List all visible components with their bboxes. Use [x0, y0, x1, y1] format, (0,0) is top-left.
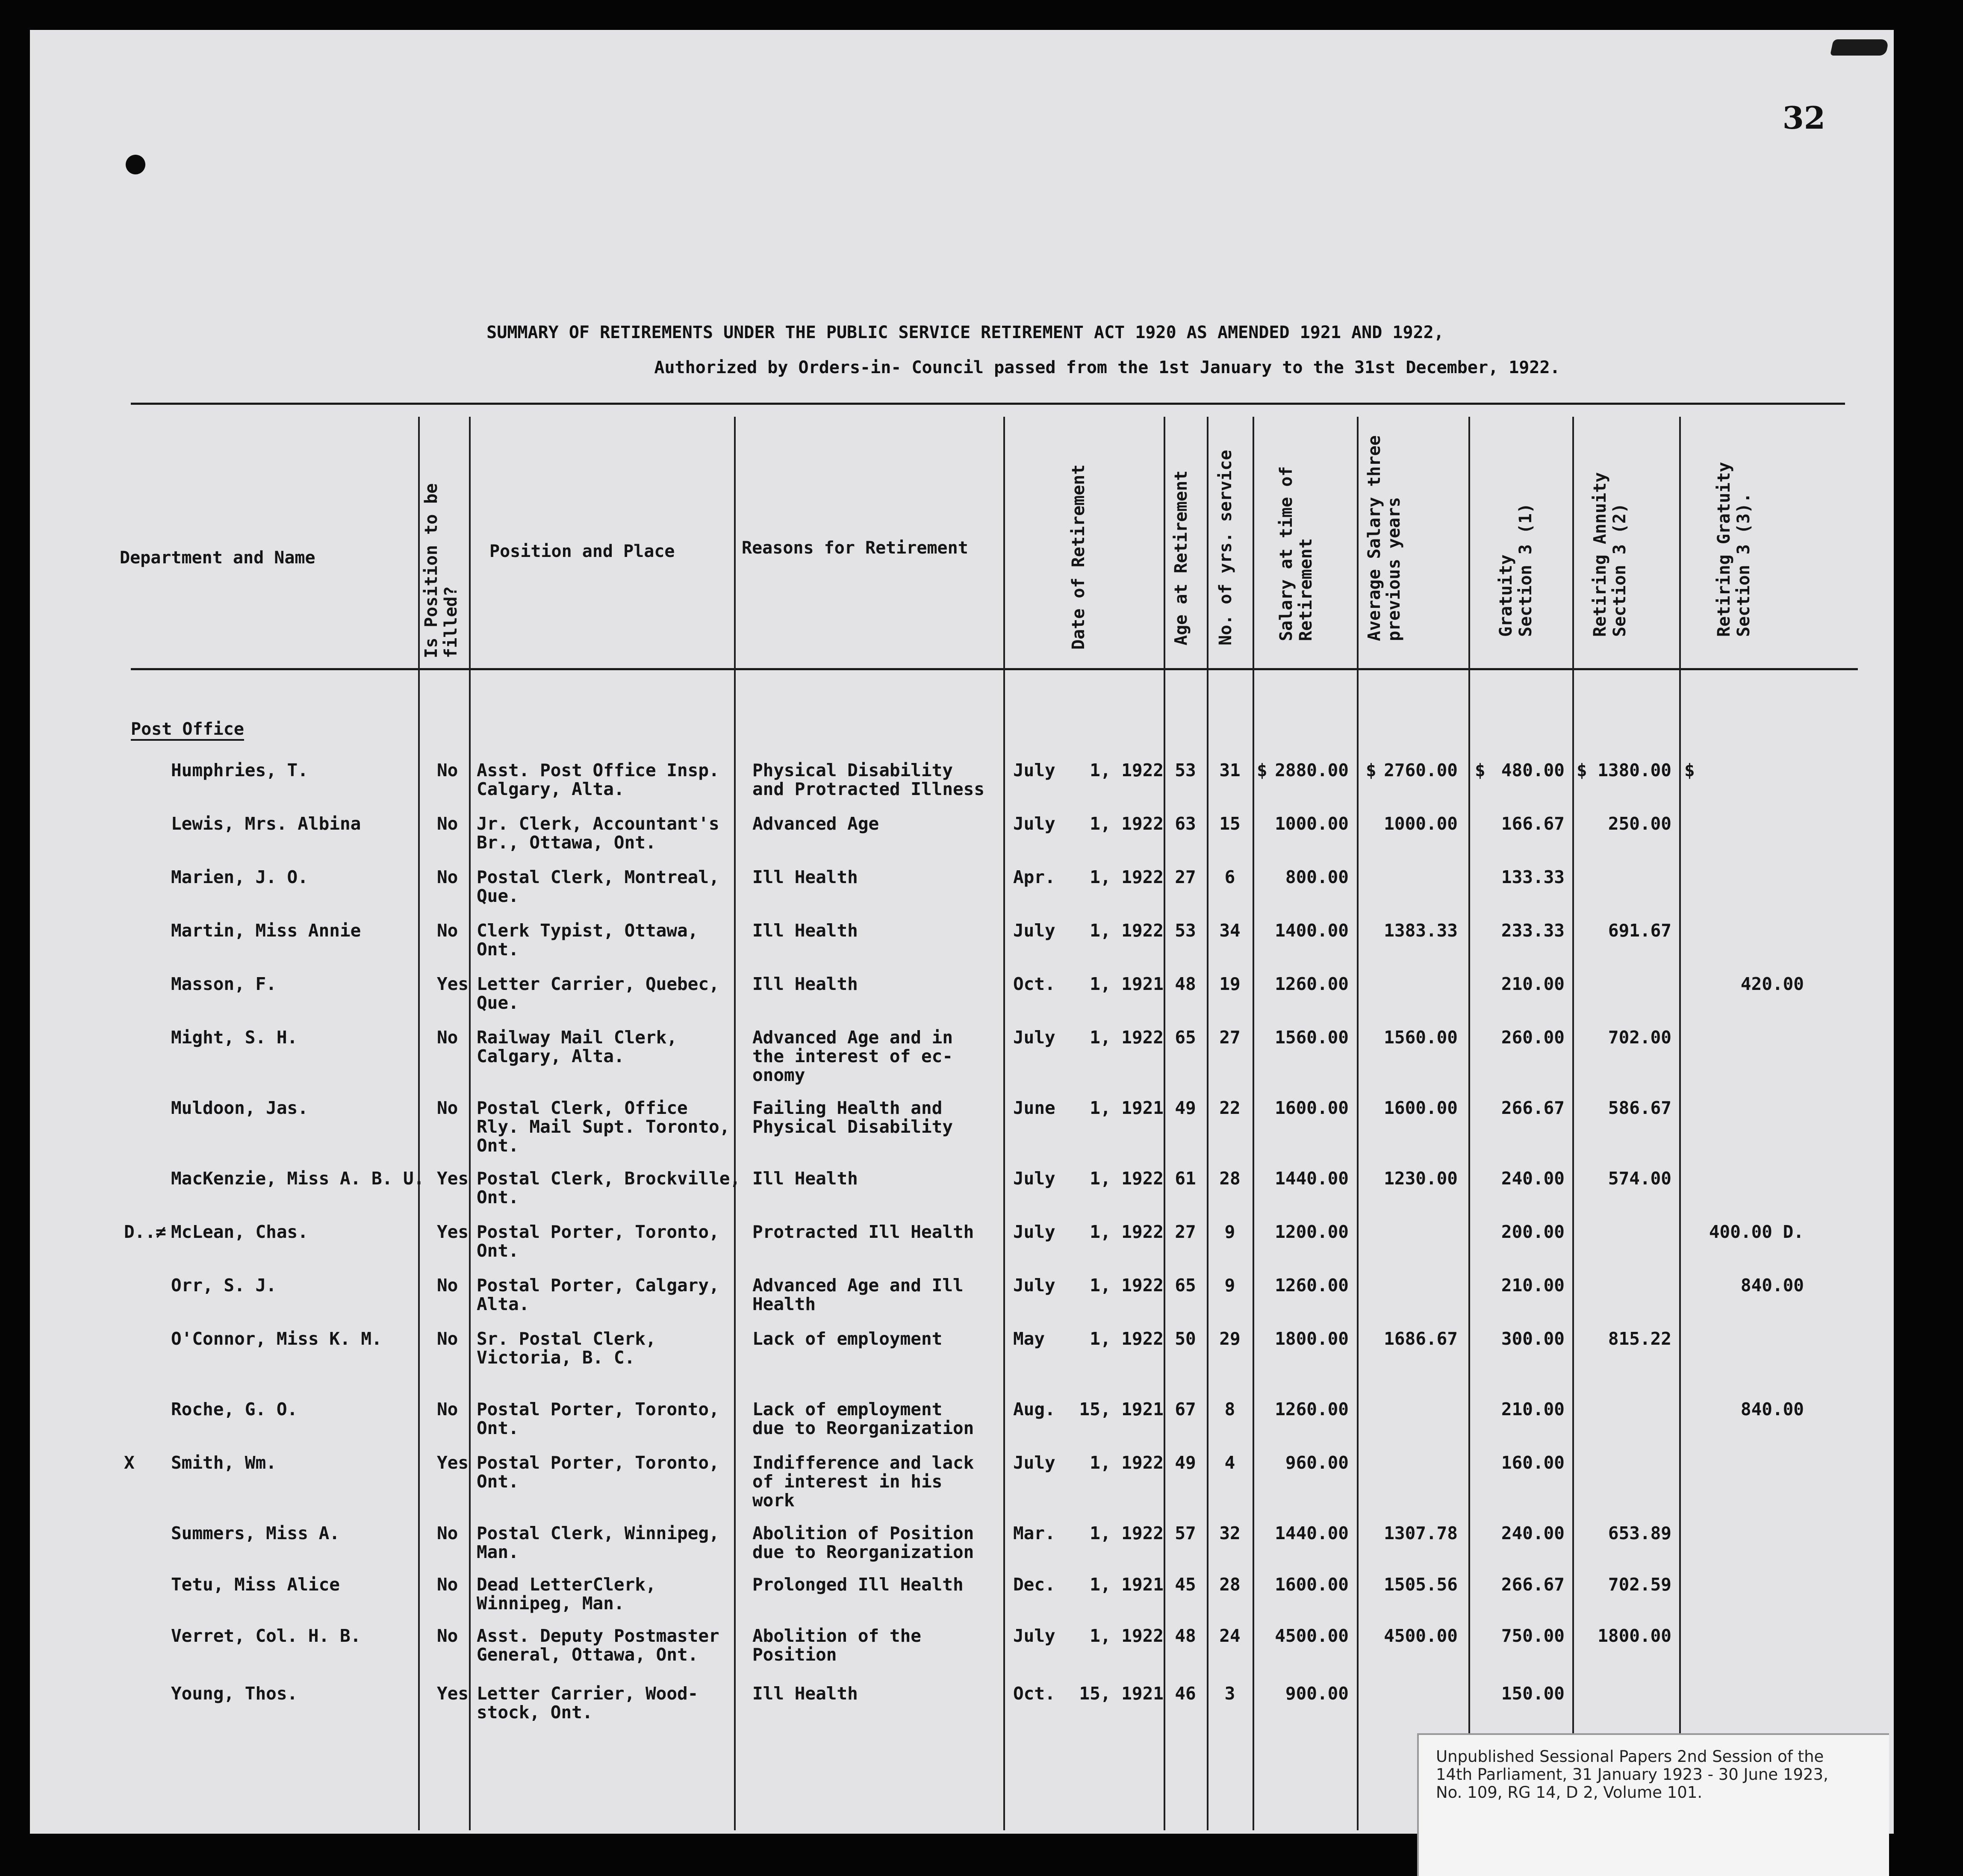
corner-stamp-mark	[1830, 39, 1889, 56]
row-average-salary: 1560.00	[1384, 1027, 1458, 1048]
row-age: 57	[1175, 1523, 1196, 1543]
row-date-day: 1, 1922	[1090, 1626, 1164, 1646]
row-prefix-mark: D..≠	[124, 1222, 166, 1242]
header-reasons: Reasons for Retirement	[742, 538, 968, 558]
row-date-month: Oct.	[1013, 1683, 1055, 1704]
row-gratuity: 266.67	[1501, 1098, 1565, 1118]
row-date-month: July	[1013, 1168, 1055, 1189]
row-reason: Failing Health and Physical Disability	[752, 1098, 953, 1137]
row-years-service: 28	[1219, 1168, 1241, 1189]
header-average-salary: Average Salary three previous years	[1365, 435, 1404, 641]
row-years-service: 24	[1219, 1626, 1241, 1646]
page-number: 32	[1782, 100, 1825, 136]
col-divider-1	[418, 417, 420, 1830]
row-position-place: Postal Porter, Toronto, Ont.	[477, 1222, 719, 1261]
row-gratuity: 266.67	[1501, 1574, 1565, 1595]
row-position-filled: No	[437, 1328, 458, 1349]
row-gratuity: 240.00	[1501, 1168, 1565, 1189]
header-salary-retirement: Salary at time of Retirement	[1276, 466, 1316, 641]
row-age: 63	[1175, 813, 1196, 834]
row-retiring-gratuity: 840.00	[1740, 1275, 1804, 1296]
header-years-service: No. of yrs. service	[1216, 450, 1235, 645]
row-position-place: Sr. Postal Clerk, Victoria, B. C.	[477, 1328, 656, 1368]
row-position-place: Asst. Deputy Postmaster General, Ottawa, Ont.	[477, 1626, 719, 1665]
row-years-service: 32	[1219, 1523, 1241, 1543]
row-years-service: 8	[1224, 1399, 1235, 1420]
row-reason: Advanced Age and in the interest of ec- onomy	[752, 1027, 953, 1085]
row-average-salary: 1000.00	[1384, 813, 1458, 834]
row-position-place: Postal Porter, Calgary, Alta.	[477, 1275, 719, 1314]
header-gratuity: Gratuity Section 3 (1)	[1496, 503, 1536, 637]
row-reason: Ill Health	[752, 1683, 858, 1704]
row-position-place: Letter Carrier, Wood- stock, Ont.	[477, 1683, 699, 1723]
col-divider-9	[1468, 417, 1470, 1830]
row-date-day: 1, 1922	[1090, 1168, 1164, 1189]
col-divider-3	[734, 417, 736, 1830]
row-reason: Protracted Ill Health	[752, 1222, 974, 1242]
row-reason: Ill Health	[752, 867, 858, 887]
row-reason: Ill Health	[752, 974, 858, 994]
row-average-salary: 1600.00	[1384, 1098, 1458, 1118]
row-salary: 4500.00	[1275, 1626, 1349, 1646]
row-gratuity: 260.00	[1501, 1027, 1565, 1048]
row-gratuity: 166.67	[1501, 813, 1565, 834]
row-gratuity: 233.33	[1501, 920, 1565, 941]
row-position-filled: Yes	[437, 1168, 469, 1189]
row-years-service: 29	[1219, 1328, 1241, 1349]
source-note-line: Unpublished Sessional Papers 2nd Session of the	[1436, 1747, 1824, 1766]
header-position-place: Position and Place	[489, 542, 675, 561]
row-retiring-annuity: 574.00	[1608, 1168, 1671, 1189]
row-position-filled: No	[437, 1275, 458, 1296]
row-date-month: Mar.	[1013, 1523, 1055, 1543]
col-divider-10	[1572, 417, 1574, 1830]
row-retiring-annuity: 702.59	[1608, 1574, 1671, 1595]
row-date-day: 1, 1922	[1090, 1523, 1164, 1543]
row-position-filled: No	[437, 1399, 458, 1420]
row-retiring-gratuity: 840.00	[1740, 1399, 1804, 1420]
row-date-month: Oct.	[1013, 974, 1055, 994]
row-years-service: 9	[1224, 1222, 1235, 1242]
row-date-month: July	[1013, 920, 1055, 941]
row-date-month: July	[1013, 1626, 1055, 1646]
row-date-day: 1, 1922	[1090, 1328, 1164, 1349]
row-prefix-mark: X	[124, 1452, 135, 1473]
row-average-salary: 1505.56	[1384, 1574, 1458, 1595]
col-divider-11	[1679, 417, 1681, 1830]
row-retiring-annuity: 250.00	[1608, 813, 1671, 834]
col-divider-4	[1003, 417, 1005, 1830]
row-gratuity: 750.00	[1501, 1626, 1565, 1646]
currency-symbol-gratuity: $	[1475, 760, 1486, 780]
row-date-day: 1, 1922	[1090, 760, 1164, 780]
row-position-place: Postal Porter, Toronto, Ont.	[477, 1399, 719, 1438]
row-age: 65	[1175, 1027, 1196, 1048]
punch-hole-icon	[126, 155, 145, 174]
row-name: Might, S. H.	[171, 1027, 298, 1048]
row-salary: 1260.00	[1275, 1275, 1349, 1296]
table-header-rule	[131, 668, 1858, 670]
row-years-service: 9	[1224, 1275, 1235, 1296]
header-department-name: Department and Name	[120, 548, 315, 568]
row-average-salary: 1230.00	[1384, 1168, 1458, 1189]
row-name: O'Connor, Miss K. M.	[171, 1328, 382, 1349]
row-date-day: 15, 1921	[1079, 1399, 1164, 1420]
row-name: Young, Thos.	[171, 1683, 298, 1704]
row-retiring-gratuity: 400.00 D.	[1709, 1222, 1804, 1242]
col-divider-5	[1164, 417, 1165, 1830]
row-gratuity: 480.00	[1501, 760, 1565, 780]
row-age: 46	[1175, 1683, 1196, 1704]
row-date-month: July	[1013, 1275, 1055, 1296]
row-date-day: 1, 1922	[1090, 1222, 1164, 1242]
row-date-day: 1, 1922	[1090, 1452, 1164, 1473]
row-date-day: 1, 1922	[1090, 1275, 1164, 1296]
row-date-month: Apr.	[1013, 867, 1055, 887]
section-heading-post-office: Post Office	[131, 719, 244, 739]
row-years-service: 31	[1219, 760, 1241, 780]
row-position-place: Postal Clerk, Brockville, Ont.	[477, 1168, 741, 1207]
row-date-month: June	[1013, 1098, 1055, 1118]
row-age: 27	[1175, 867, 1196, 887]
row-average-salary: 1383.33	[1384, 920, 1458, 941]
row-age: 49	[1175, 1098, 1196, 1118]
row-years-service: 3	[1224, 1683, 1235, 1704]
row-retiring-annuity: 586.67	[1608, 1098, 1671, 1118]
row-salary: 1200.00	[1275, 1222, 1349, 1242]
row-average-salary: 1307.78	[1384, 1523, 1458, 1543]
row-name: Masson, F.	[171, 974, 277, 994]
row-years-service: 4	[1224, 1452, 1235, 1473]
row-salary: 1600.00	[1275, 1098, 1349, 1118]
row-date-day: 1, 1921	[1090, 1574, 1164, 1595]
row-salary: 1600.00	[1275, 1574, 1349, 1595]
row-gratuity: 210.00	[1501, 1399, 1565, 1420]
row-age: 50	[1175, 1328, 1196, 1349]
row-reason: Indifference and lack of interest in his work	[752, 1452, 974, 1511]
row-position-place: Jr. Clerk, Accountant's Br., Ottawa, Ont.	[477, 813, 719, 853]
row-average-salary: 2760.00	[1384, 760, 1458, 780]
row-retiring-annuity: 1380.00	[1598, 760, 1671, 780]
row-gratuity: 150.00	[1501, 1683, 1565, 1704]
source-note-line: No. 109, RG 14, D 2, Volume 101.	[1436, 1783, 1703, 1802]
row-position-place: Letter Carrier, Quebec, Que.	[477, 974, 719, 1013]
row-salary: 960.00	[1285, 1452, 1349, 1473]
row-years-service: 15	[1219, 813, 1241, 834]
row-date-month: July	[1013, 1027, 1055, 1048]
row-reason: Abolition of the Position	[752, 1626, 921, 1665]
row-position-place: Clerk Typist, Ottawa, Ont.	[477, 920, 699, 960]
row-reason: Lack of employment due to Reorganization	[752, 1399, 974, 1438]
row-reason: Physical Disability and Protracted Illness	[752, 760, 985, 799]
row-position-filled: No	[437, 1574, 458, 1595]
row-position-filled: No	[437, 760, 458, 780]
row-gratuity: 210.00	[1501, 1275, 1565, 1296]
row-position-filled: No	[437, 1098, 458, 1118]
row-name: Roche, G. O.	[171, 1399, 298, 1420]
row-position-filled: No	[437, 920, 458, 941]
row-date-month: Aug.	[1013, 1399, 1055, 1420]
document-title: SUMMARY OF RETIREMENTS UNDER THE PUBLIC SERVICE RETIREMENT ACT 1920 AS AMENDED 1921 AND 1922,	[486, 323, 1444, 342]
row-age: 27	[1175, 1222, 1196, 1242]
row-salary: 1560.00	[1275, 1027, 1349, 1048]
row-date-month: Dec.	[1013, 1574, 1055, 1595]
row-salary: 1800.00	[1275, 1328, 1349, 1349]
row-gratuity: 200.00	[1501, 1222, 1565, 1242]
row-name: Tetu, Miss Alice	[171, 1574, 340, 1595]
row-date-day: 1, 1922	[1090, 920, 1164, 941]
row-position-filled: No	[437, 813, 458, 834]
row-name: Humphries, T.	[171, 760, 308, 780]
row-position-filled: Yes	[437, 1683, 469, 1704]
row-retiring-annuity: 653.89	[1608, 1523, 1671, 1543]
row-retiring-gratuity: 420.00	[1740, 974, 1804, 994]
row-name: Marien, J. O.	[171, 867, 308, 887]
row-years-service: 19	[1219, 974, 1241, 994]
row-reason: Abolition of Position due to Reorganization	[752, 1523, 974, 1562]
row-retiring-annuity: 815.22	[1608, 1328, 1671, 1349]
row-average-salary: 4500.00	[1384, 1626, 1458, 1646]
currency-symbol-annuity: $	[1577, 760, 1587, 780]
currency-symbol-salary: $	[1257, 760, 1267, 780]
source-note-line: 14th Parliament, 31 January 1923 - 30 June 1923,	[1436, 1765, 1828, 1784]
row-salary: 1400.00	[1275, 920, 1349, 941]
row-gratuity: 240.00	[1501, 1523, 1565, 1543]
row-position-place: Asst. Post Office Insp. Calgary, Alta.	[477, 760, 719, 799]
row-age: 65	[1175, 1275, 1196, 1296]
row-age: 48	[1175, 1626, 1196, 1646]
row-years-service: 28	[1219, 1574, 1241, 1595]
row-years-service: 6	[1224, 867, 1235, 887]
row-gratuity: 300.00	[1501, 1328, 1565, 1349]
row-age: 67	[1175, 1399, 1196, 1420]
row-name: Lewis, Mrs. Albina	[171, 813, 361, 834]
table-top-rule	[131, 403, 1845, 405]
row-retiring-annuity: 691.67	[1608, 920, 1671, 941]
col-divider-8	[1357, 417, 1359, 1830]
row-reason: Advanced Age	[752, 813, 879, 834]
row-retiring-annuity: 702.00	[1608, 1027, 1671, 1048]
row-age: 53	[1175, 920, 1196, 941]
row-gratuity: 210.00	[1501, 974, 1565, 994]
row-name: Summers, Miss A.	[171, 1523, 340, 1543]
row-retiring-annuity: 1800.00	[1598, 1626, 1671, 1646]
row-gratuity: 160.00	[1501, 1452, 1565, 1473]
row-position-place: Railway Mail Clerk, Calgary, Alta.	[477, 1027, 677, 1066]
row-position-place: Postal Clerk, Office Rly. Mail Supt. Toronto, Ont.	[477, 1098, 730, 1156]
row-salary: 1260.00	[1275, 1399, 1349, 1420]
row-reason: Prolonged Ill Health	[752, 1574, 964, 1595]
row-reason: Lack of employment	[752, 1328, 943, 1349]
row-salary: 800.00	[1285, 867, 1349, 887]
row-date-day: 1, 1921	[1090, 1098, 1164, 1118]
header-retiring-gratuity: Retiring Gratuity Section 3 (3).	[1714, 462, 1754, 637]
row-date-month: July	[1013, 1452, 1055, 1473]
row-reason: Ill Health	[752, 920, 858, 941]
row-age: 45	[1175, 1574, 1196, 1595]
row-age: 49	[1175, 1452, 1196, 1473]
row-position-place: Postal Clerk, Montreal, Que.	[477, 867, 719, 906]
row-salary: 900.00	[1285, 1683, 1349, 1704]
row-name: Smith, Wm.	[171, 1452, 277, 1473]
row-position-place: Dead LetterClerk, Winnipeg, Man.	[477, 1574, 656, 1614]
row-years-service: 27	[1219, 1027, 1241, 1048]
currency-symbol-ret_gratuity: $	[1684, 760, 1695, 780]
row-name: McLean, Chas.	[171, 1222, 308, 1242]
row-reason: Advanced Age and Ill Health	[752, 1275, 964, 1314]
row-date-month: July	[1013, 760, 1055, 780]
header-position-filled: Is Position to be filled?	[421, 483, 461, 658]
row-name: Orr, S. J.	[171, 1275, 277, 1296]
row-age: 53	[1175, 760, 1196, 780]
row-age: 61	[1175, 1168, 1196, 1189]
row-age: 48	[1175, 974, 1196, 994]
source-citation-label	[1417, 1733, 1889, 1876]
row-date-month: July	[1013, 1222, 1055, 1242]
row-name: Martin, Miss Annie	[171, 920, 361, 941]
header-retiring-annuity: Retiring Annuity Section 3 (2)	[1590, 472, 1630, 637]
col-divider-2	[469, 417, 471, 1830]
row-date-day: 15, 1921	[1079, 1683, 1164, 1704]
row-date-month: July	[1013, 813, 1055, 834]
col-divider-7	[1253, 417, 1254, 1830]
row-position-filled: Yes	[437, 1452, 469, 1473]
row-position-filled: No	[437, 867, 458, 887]
row-salary: 1440.00	[1275, 1168, 1349, 1189]
row-date-day: 1, 1921	[1090, 974, 1164, 994]
row-position-filled: No	[437, 1626, 458, 1646]
row-position-filled: No	[437, 1523, 458, 1543]
col-divider-6	[1207, 417, 1208, 1830]
row-position-filled: No	[437, 1027, 458, 1048]
row-years-service: 22	[1219, 1098, 1241, 1118]
row-salary: 1260.00	[1275, 974, 1349, 994]
row-salary: 2880.00	[1275, 760, 1349, 780]
row-salary: 1000.00	[1275, 813, 1349, 834]
row-name: MacKenzie, Miss A. B. U.	[171, 1168, 424, 1189]
row-position-filled: Yes	[437, 974, 469, 994]
header-date-retirement: Date of Retirement	[1069, 464, 1088, 650]
header-age-retirement: Age at Retirement	[1171, 470, 1191, 645]
row-date-day: 1, 1922	[1090, 813, 1164, 834]
currency-symbol-avg: $	[1366, 760, 1376, 780]
row-salary: 1440.00	[1275, 1523, 1349, 1543]
row-name: Verret, Col. H. B.	[171, 1626, 361, 1646]
paper-sheet	[30, 30, 1894, 1834]
row-position-place: Postal Clerk, Winnipeg, Man.	[477, 1523, 719, 1562]
row-reason: Ill Health	[752, 1168, 858, 1189]
row-gratuity: 133.33	[1501, 867, 1565, 887]
row-position-place: Postal Porter, Toronto, Ont.	[477, 1452, 719, 1492]
document-subtitle: Authorized by Orders-in- Council passed from the 1st January to the 31st December, 1922.	[654, 358, 1560, 377]
row-date-day: 1, 1922	[1090, 1027, 1164, 1048]
row-name: Muldoon, Jas.	[171, 1098, 308, 1118]
row-date-day: 1, 1922	[1090, 867, 1164, 887]
row-date-month: May	[1013, 1328, 1045, 1349]
row-position-filled: Yes	[437, 1222, 469, 1242]
row-average-salary: 1686.67	[1384, 1328, 1458, 1349]
row-years-service: 34	[1219, 920, 1241, 941]
